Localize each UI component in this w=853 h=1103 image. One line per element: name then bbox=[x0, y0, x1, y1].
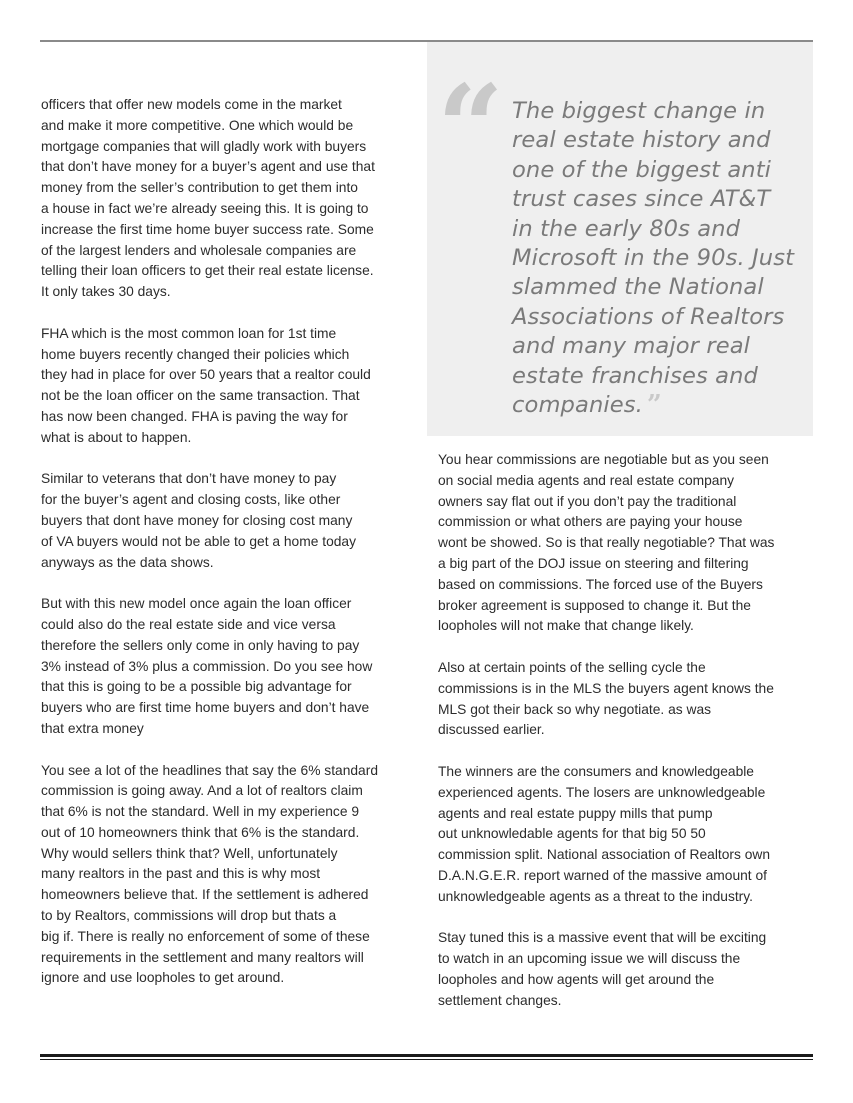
left-column bbox=[41, 95, 423, 1010]
pull-quote-text: The biggest change in real estate history and one of the biggest anti trust cases since AT&T in the early 80s and Microsoft in the 90s. Just slammed the National Associations of Realtors and many major real estate franchises and companies. bbox=[512, 98, 795, 419]
left-paragraph-4: But with this new model once again the loan officer could also do the real estate side and vice versa therefore the sellers only come in only having to pay 3% instead of 3% plus a commission. Do you see how that this is going to be a possible big advantage for buyers who are first time home buyers and don’t have that extra money bbox=[41, 596, 373, 736]
left-paragraph-5: You see a lot of the headlines that say the 6% standard commission is going away. And a lot of realtors claim that 6% is not the standard. Well in my experience 9 out of 10 homeowners think that 6% is the standard. Why would sellers think that? Well, unfortunately many realtors in the past and this is why most homeowners believe that. If the settlement is adhered to by Realtors, commissions will drop but thats a big if. There is really no enforcement of some of these requirements in the settlement and many realtors will ignore and use loopholes to get around. bbox=[41, 762, 378, 986]
pull-quote bbox=[512, 97, 808, 420]
right-column bbox=[438, 450, 814, 1032]
close-quote-icon: ” bbox=[646, 390, 662, 421]
right-paragraph-2: Also at certain points of the selling cycle the commissions is in the MLS the buyers agent knows the MLS got their back so why negotiate. as was discussed earlier. bbox=[438, 659, 774, 738]
left-paragraph-3: Similar to veterans that don’t have money to pay for the buyer’s agent and closing costs, like other buyers that dont have money for closing cost many of VA buyers would not be able to get a home today anyways as the data shows. bbox=[41, 471, 356, 570]
bottom-divider-thick bbox=[40, 1054, 813, 1057]
right-paragraph-4: Stay tuned this is a massive event that will be exciting to watch in an upcoming issue we will discuss the loopholes and how agents will get around the settlement changes. bbox=[438, 930, 767, 1008]
right-paragraph-3: The winners are the consumers and knowledgeable experienced agents. The losers are unknowledgeable agents and real estate puppy mills that pump out unknowledable agents for that big 50 50 commission split. National association of Realtors own D.A.N.G.E.R. report warned of the massive amount of unknowledgeable agents as a threat to the industry. bbox=[438, 763, 771, 904]
left-paragraph-2: FHA which is the most common loan for 1st time home buyers recently changed their policies which they had in place for over 50 years that a realtor could not be the loan officer on the same transaction. That has now been changed. FHA is paving the way for what is about to happen. bbox=[41, 325, 371, 445]
open-quote-icon: “ bbox=[437, 60, 504, 196]
right-paragraph-1: You hear commissions are negotiable but as you seen on social media agents and real estate company owners say flat out if you don’t pay the traditional commission or what others are paying your house wont be showed. So is that really negotiable? That was a big part of the DOJ issue on steering and filtering based on commissions. The forced use of the Buyers broker agreement is supposed to change it. But the loopholes will not make that change likely. bbox=[438, 452, 775, 634]
bottom-divider-thin bbox=[40, 1059, 813, 1060]
left-paragraph-1: officers that offer new models come in the market and make it more competitive. One which would be mortgage companies that will gladly work with buyers that don’t have money for a buyer’s agent and use that money from the seller’s contribution to get them into a house in fact we’re already seeing this. It is going to increase the first time home buyer success rate. Some of the largest lenders and wholesale companies are telling their loan officers to get their real estate license. It only takes 30 days. bbox=[41, 97, 375, 300]
